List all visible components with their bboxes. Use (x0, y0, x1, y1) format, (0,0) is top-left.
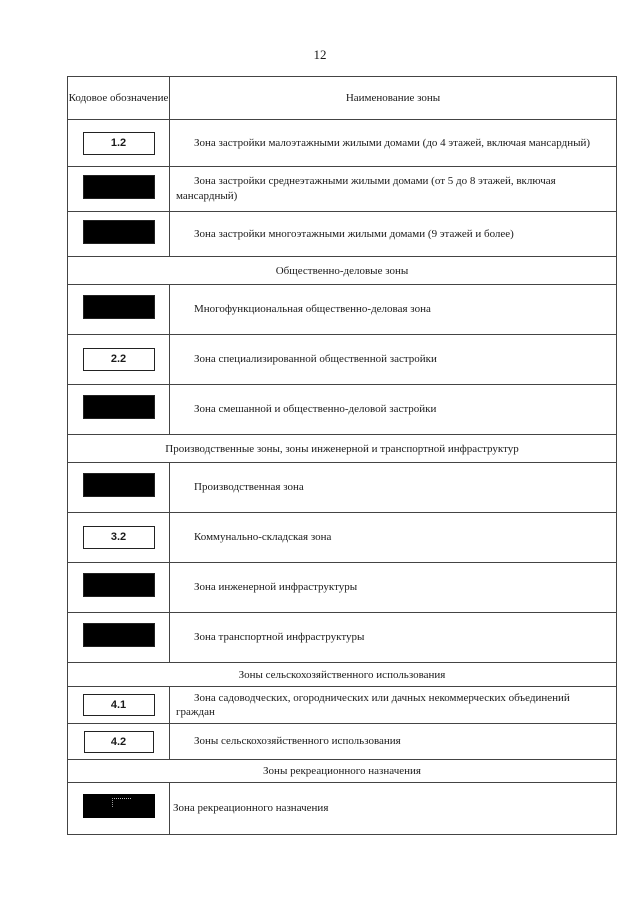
zone-name: Зона садоводческих, огороднических или дачных некоммерческих объединений граждан (170, 687, 617, 724)
table-row (68, 212, 617, 257)
zone-code-badge-redacted (83, 573, 155, 597)
table-row (68, 285, 617, 335)
section-title: Зоны сельскохозяйственного использования (68, 663, 617, 687)
section-title: Производственные зоны, зоны инженерной и транспортной инфраструктур (68, 435, 617, 463)
zone-name: Зона застройки малоэтажными жилыми домами (до 4 этажей, включая мансардный) (170, 120, 617, 167)
zone-name: Зона застройки среднеэтажными жилыми домами (от 5 до 8 этажей, включая мансардный) (170, 167, 617, 212)
zone-name: Зона специализированной общественной застройки (170, 335, 617, 385)
table-row (68, 120, 617, 167)
page-number: 12 (313, 47, 327, 62)
table-row (68, 463, 617, 513)
zone-name: Зона застройки многоэтажными жилыми домами (9 этажей и более) (170, 212, 617, 257)
zone-code-badge-redacted (83, 794, 155, 818)
code-column-header: Кодовое обозначение (68, 77, 170, 120)
zones-table (67, 76, 617, 835)
zone-code-badge: 3.2 (83, 526, 155, 549)
section-row (68, 435, 617, 463)
table-row (68, 724, 617, 760)
table-row (68, 563, 617, 613)
zone-code-badge: 4.2 (84, 731, 154, 753)
zone-name: Коммунально-складская зона (170, 513, 617, 563)
zone-name: Зоны сельскохозяйственного использования (170, 724, 617, 760)
table-row (68, 783, 617, 835)
zone-code-badge: 2.2 (83, 348, 155, 371)
zone-code-badge-redacted (83, 220, 155, 244)
zone-name: Зона рекреационного назначения (170, 783, 617, 835)
zone-code-badge-redacted (83, 623, 155, 647)
section-title: Общественно-деловые зоны (68, 257, 617, 285)
zone-code-badge: 4.1 (83, 694, 155, 716)
name-column-header: Наименование зоны (170, 77, 617, 120)
table-row (68, 335, 617, 385)
table-header-row (68, 77, 617, 120)
zone-code-badge-redacted (83, 175, 155, 199)
zone-name: Зона транспортной инфраструктуры (170, 613, 617, 663)
zone-code-badge-redacted (83, 473, 155, 497)
scan-artifact (112, 798, 131, 807)
section-row (68, 760, 617, 783)
zone-code-badge: 1.2 (83, 132, 155, 155)
zone-code-badge-redacted (83, 295, 155, 319)
zone-name: Зона инженерной инфраструктуры (170, 563, 617, 613)
table-row (68, 167, 617, 212)
table-row (68, 687, 617, 724)
table-row (68, 385, 617, 435)
zone-code-badge-redacted (83, 395, 155, 419)
table-row (68, 613, 617, 663)
zone-name: Зона смешанной и общественно-деловой застройки (170, 385, 617, 435)
zone-name: Производственная зона (170, 463, 617, 513)
zone-name: Многофункциональная общественно-деловая зона (170, 285, 617, 335)
table-row (68, 513, 617, 563)
section-title: Зоны рекреационного назначения (68, 760, 617, 783)
section-row (68, 663, 617, 687)
section-row (68, 257, 617, 285)
